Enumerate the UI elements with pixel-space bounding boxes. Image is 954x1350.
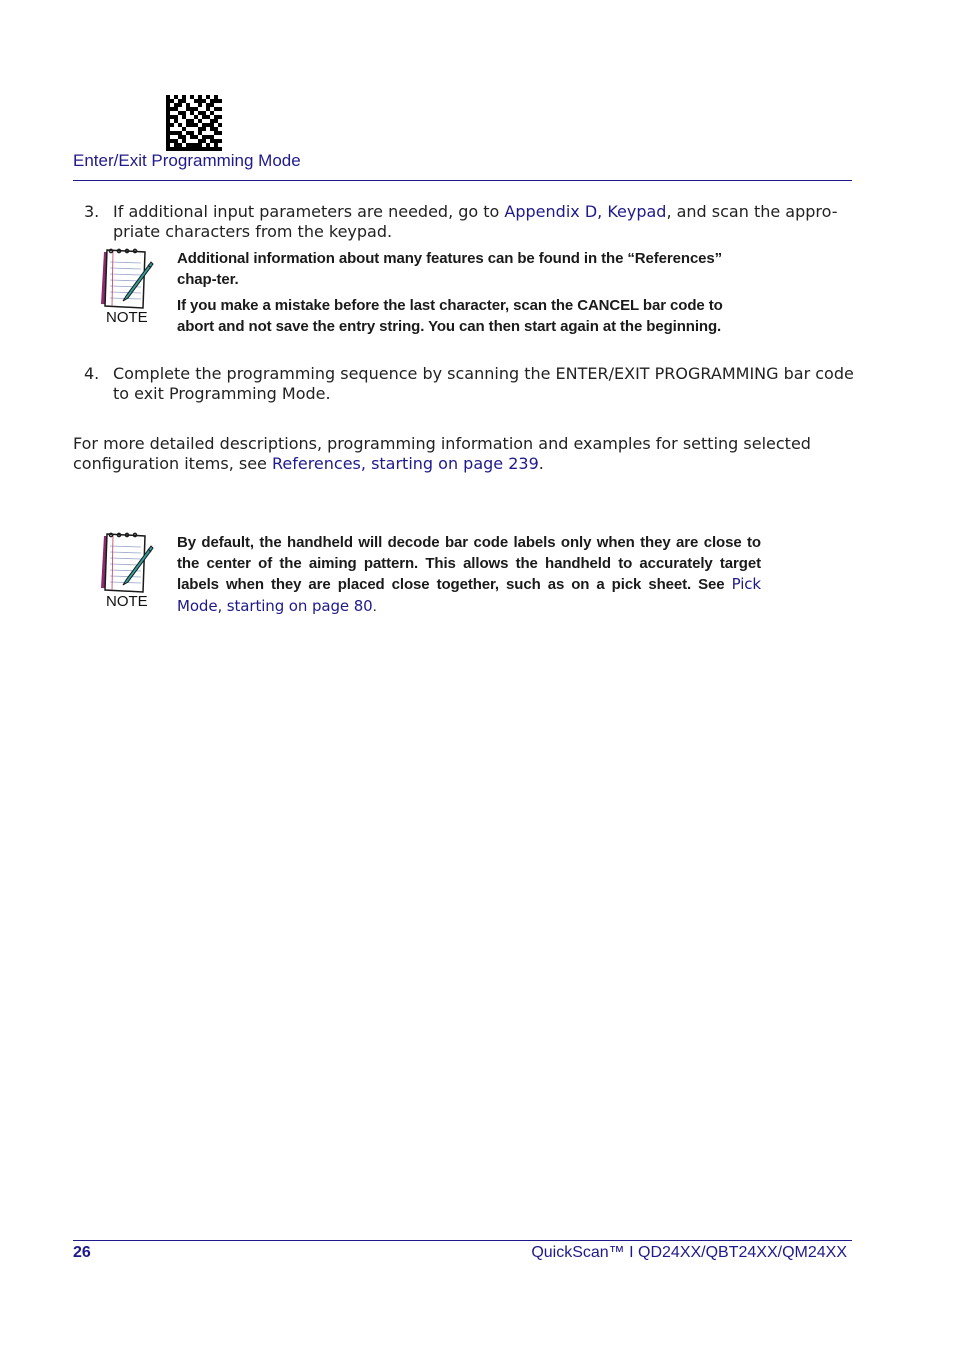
references-paragraph: For more detailed descriptions, programming information and examples for setting selected configuration items, see References, starting on page 239. — [73, 434, 811, 473]
note-paragraph: If you make a mistake before the last character, scan the CANCEL bar code to abort and not save the entry string. You can then start again at the beginning. — [177, 297, 723, 335]
note-label: NOTE — [106, 593, 148, 610]
note-1-text — [177, 249, 761, 337]
barcode-caption: Enter/Exit Programming Mode — [73, 151, 301, 170]
note-paragraph: Additional information about many features can be found in the “References” chap-ter. — [177, 250, 723, 288]
step-number: 3. — [84, 202, 100, 221]
appendix-d-keypad-link[interactable]: Appendix D, Keypad — [504, 202, 667, 221]
section-divider — [73, 180, 852, 181]
references-link[interactable]: References, starting on page 239 — [271, 454, 539, 473]
step-number: 4. — [84, 364, 100, 383]
page-number: 26 — [73, 1244, 91, 1261]
step-text: If additional input parameters are needed, go to Appendix D, Keypad, and scan the appro-priate characters from the keypad. — [113, 202, 838, 241]
note-label: NOTE — [106, 309, 148, 326]
step-4 — [84, 364, 854, 404]
document-title: QuickScan™ I QD24XX/QBT24XX/QM24XX — [531, 1244, 847, 1261]
footer-divider — [73, 1240, 852, 1241]
step-3 — [84, 202, 854, 242]
pick-mode-link[interactable]: Pick Mode, starting on page 80 — [177, 575, 761, 615]
enter-exit-programming-barcode — [166, 95, 222, 151]
step-text: Complete the programming sequence by scanning the ENTER/EXIT PROGRAMMING bar code to exit Programming Mode. — [113, 364, 854, 403]
note-2-text: By default, the handheld will decode bar code labels only when they are close to the center of the aiming pattern. This allows the handheld to accurately target labels when they are placed close together, such as on a pick sheet. See Pick Mode, starting on page 80. — [177, 534, 761, 615]
